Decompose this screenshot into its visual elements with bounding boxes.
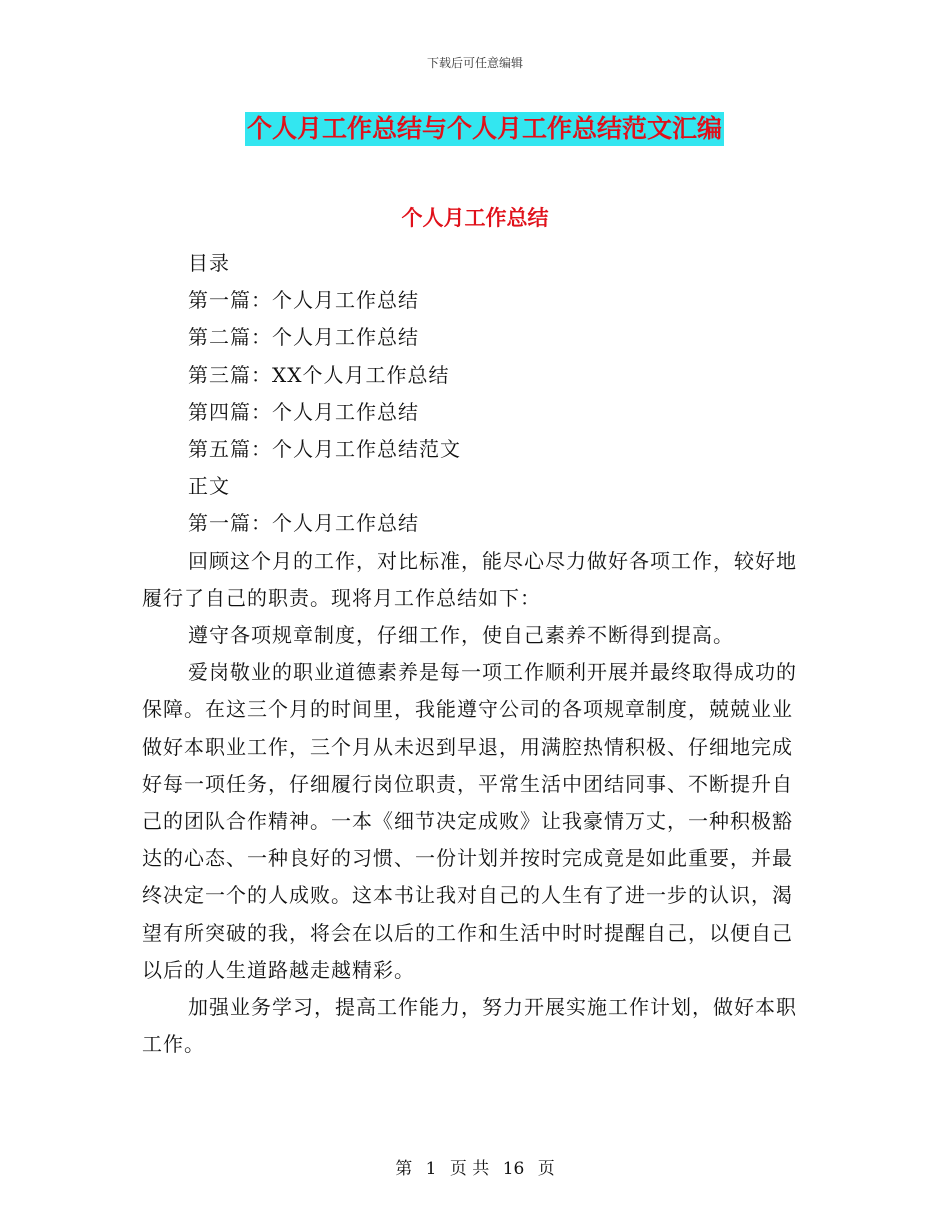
body-heading: 正文 <box>188 474 230 499</box>
toc-item: 第三篇：XX个人月工作总结 <box>188 362 450 387</box>
section-title: 个人月工作总结 <box>401 206 549 230</box>
footer-suffix: 页 <box>537 1159 555 1179</box>
toc-item: 第五篇：个人月工作总结范文 <box>188 437 461 462</box>
page-total: 16 <box>502 1159 525 1179</box>
paragraph: 加强业务学习，提高工作能力，努力开展实施工作计划，做好本职工作。 <box>142 995 797 1057</box>
table-of-contents <box>142 245 798 543</box>
toc-item: 第一篇：个人月工作总结 <box>188 288 419 313</box>
paragraph: 爱岗敬业的职业道德素养是每一项工作顺利开展并最终取得成功的保障。在这三个月的时间里，我能遵守公司的各项规章制度，兢兢业业做好本职业工作，三个月从未迟到早退，用满腔热情积极、仔细地完成好每一项任务，仔细履行岗位职责，平常生活中团结同事、不断提升自己的团队合作精神。一本《细节决定成败》让我豪情万丈，一种积极豁达的心态、一种良好的习惯、一份计划并按时完成竟是如此重要，并最终决定一个的人成败。这本书让我对自己的人生有了进一步的认识，渴望有所突破的我，将会在以后的工作和生活中时时提醒自己，以便自己以后的人生道路越走越精彩。 <box>142 660 797 982</box>
toc-item: 第四篇：个人月工作总结 <box>188 399 419 424</box>
footer-prefix: 第 <box>395 1159 413 1179</box>
page-number: 1 <box>425 1159 437 1179</box>
toc-heading: 目录 <box>188 251 230 275</box>
toc-item: 第二篇：个人月工作总结 <box>188 325 419 350</box>
page-footer <box>0 1154 950 1179</box>
document-title: 个人月工作总结与个人月工作总结范文汇编 <box>245 112 724 146</box>
document-body <box>142 245 798 1063</box>
header-note: 下载后可任意编辑 <box>426 56 523 70</box>
footer-middle: 页 共 <box>449 1159 490 1179</box>
chapter-heading: 第一篇：个人月工作总结 <box>188 511 419 536</box>
paragraph: 回顾这个月的工作，对比标准，能尽心尽力做好各项工作，较好地履行了自己的职责。现将月工作总结如下： <box>142 548 797 610</box>
paragraph: 遵守各项规章制度，仔细工作，使自己素养不断得到提高。 <box>188 623 734 648</box>
